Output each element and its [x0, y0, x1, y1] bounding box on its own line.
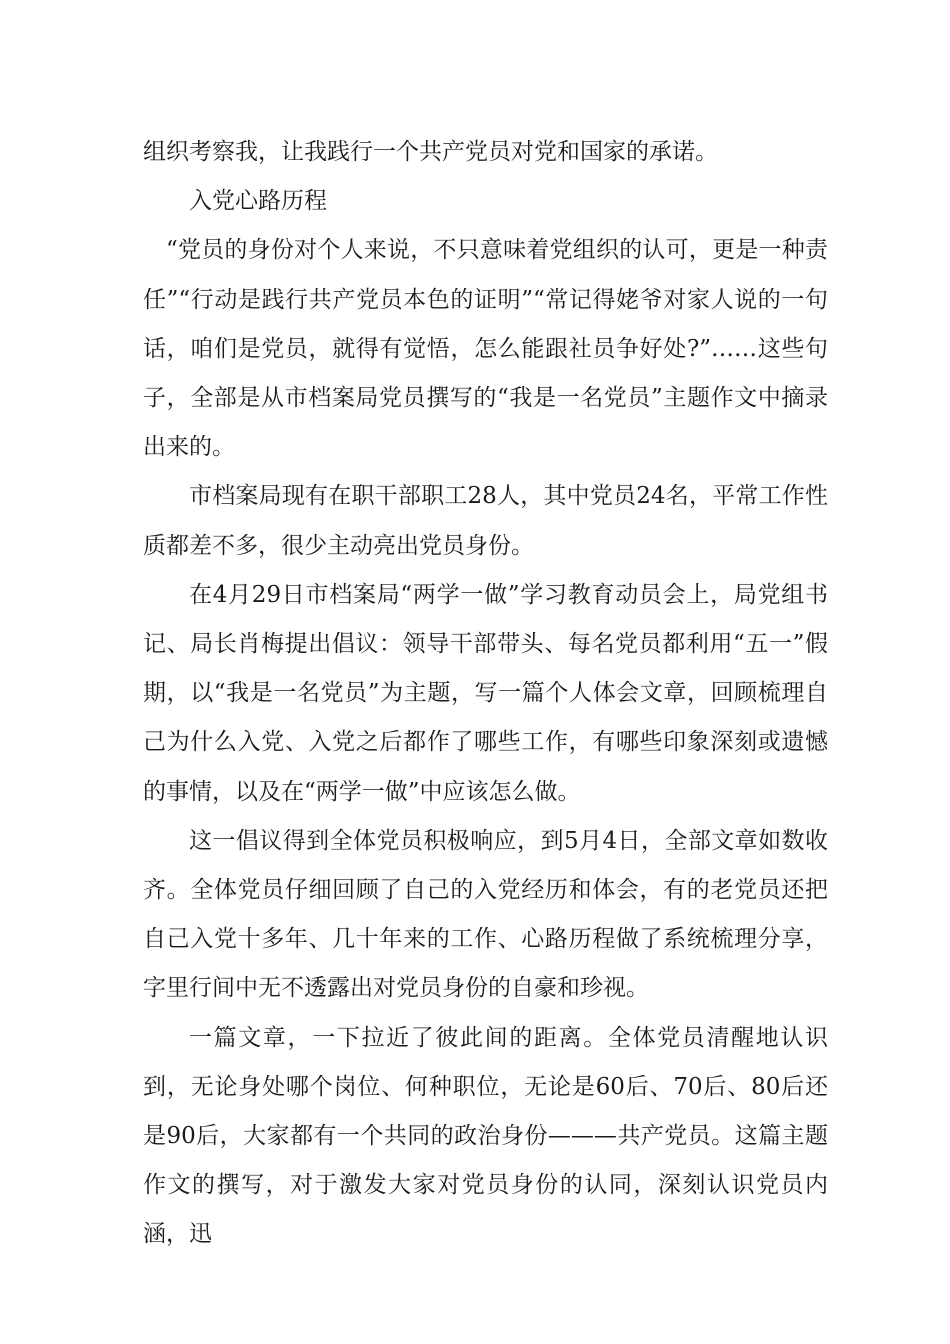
paragraph-response: 这一倡议得到全体党员积极响应，到5月4日，全部文章如数收齐。全体党员仔细回顾了自己的入党经历和体会，有的老党员还把自己入党十多年、几十年来的工作、心路历程做了系统梳理分享，字里行间中无不透露出对党员身份的自豪和珍视。	[143, 827, 828, 1002]
section-heading: 入党心路历程	[189, 188, 327, 215]
paragraph-initiative: 在4月29日市档案局“两学一做”学习教育动员会上，局党组书记、局长肖梅提出倡议：领导干部带头、每名党员都利用“五一”假期，以“我是一名党员”为主题，写一篇个人体会文章，回顾梳理自己为什么入党、入党之后都作了哪些工作，有哪些印象深刻或遗憾的事情，以及在“两学一做”中应该怎么做。	[143, 581, 828, 805]
paragraph-identity: 一篇文章，一下拉近了彼此间的距离。全体党员清醒地认识到，无论身处哪个岗位、何种职位，无论是60后、70后、80后还是90后，大家都有一个共同的政治身份———共产党员。这篇主题作文的撰写，对于激发大家对党员身份的认同，深刻认识党员内涵，迅	[143, 1024, 828, 1248]
document-body	[143, 128, 828, 1260]
paragraph-staff-count: 市档案局现有在职干部职工28人，其中党员24名，平常工作性质都差不多，很少主动亮出党员身份。	[143, 483, 828, 559]
paragraph-quotes: “党员的身份对个人来说，不只意味着党组织的认可，更是一种责任”“行动是践行共产党员本色的证明”“常记得姥爷对家人说的一句话，咱们是党员，就得有觉悟，怎么能跟社员争好处?”……这些句子，全部是从市档案局党员撰写的“我是一名党员”主题作文中摘录出来的。	[143, 237, 828, 461]
paragraph-continuation: 组织考察我，让我践行一个共产党员对党和国家的承诺。	[143, 139, 718, 165]
